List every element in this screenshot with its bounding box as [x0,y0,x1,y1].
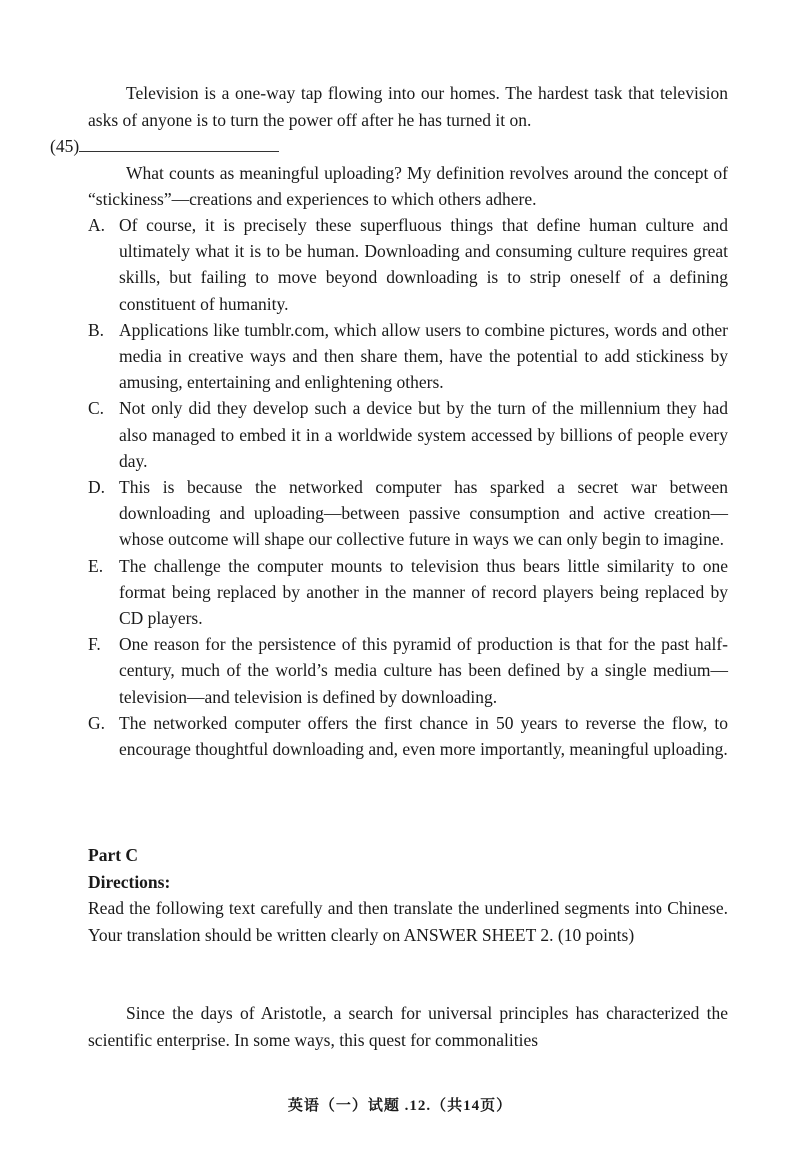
option-f [88,631,728,710]
part-c-title: Part C [88,845,139,865]
option-e [88,553,728,632]
option-letter: B. [88,319,105,340]
option-text: Of course, it is precisely these superfluous things that define human culture and ultimately what it is to be human. Downloading and consuming culture requires great skills, but failing to move beyond downloading is to strip oneself of a defining constituent of humanity. [119,215,728,314]
page-footer: 英语（一）试题 .12.（共14页） [287,1098,513,1114]
option-text: Not only did they develop such a device but by the turn of the millennium they had also managed to embed it in a worldwide system accessed by billions of people every day. [119,398,728,471]
option-b [88,317,728,396]
option-text: One reason for the persistence of this pyramid of production is that for the past half-century, much of the world’s media culture has been defined by a single medium—television—and television is defined by downloading. [119,634,728,707]
option-letter: D. [88,477,106,498]
option-text: Applications like tumblr.com, which allow users to combine pictures, words and other media in creative ways and then share them, have the potential to add stickiness by amusing, entertaining and enlightening others. [119,319,728,393]
option-text: This is because the networked computer has sparked a secret war between downloading and uploading—between passive consumption and active creation—whose outcome will shape our collective future in ways we can only begin to imagine. [119,477,728,550]
option-letter: G. [88,712,106,733]
option-g [88,710,728,762]
option-letter: E. [88,555,104,576]
directions-text: Read the following text carefully and then translate the underlined segments into Chinese. Your translation should be written clearly on ANSWER SHEET 2. (10 points) [88,898,728,945]
option-text: The networked computer offers the first chance in 50 years to reverse the flow, to encourage thoughtful downloading and, even more importantly, meaningful uploading. [119,712,728,760]
blank-number: (45) [50,136,80,156]
intro-paragraph-2: What counts as meaningful uploading? My definition revolves around the concept of “stickiness”—creations and experiences to which others adhere. [88,162,728,209]
answer-blank-line [79,133,279,152]
part-c-section [88,842,728,948]
option-c [88,395,728,474]
passage-text: Since the days of Aristotle, a search for universal principles has characterized the scientific enterprise. In some ways, this quest for commonalities [88,1003,728,1050]
option-d [88,474,728,553]
intro-paragraph-1-text: Television is a one-way tap flowing into our homes. The hardest task that television asks of anyone is to turn the power off after he has turned it on. [88,83,728,130]
option-text: The challenge the computer mounts to television thus bears little similarity to one format being replaced by another in the manner of record players being replaced by CD players. [119,555,728,629]
option-letter: A. [88,215,106,235]
options-list [88,212,728,762]
intro-paragraph-1 [50,80,728,160]
option-a [88,212,728,317]
option-letter: C. [88,398,105,419]
directions-label: Directions: [88,871,171,892]
intro-section [50,80,728,213]
option-letter: F. [88,634,101,655]
